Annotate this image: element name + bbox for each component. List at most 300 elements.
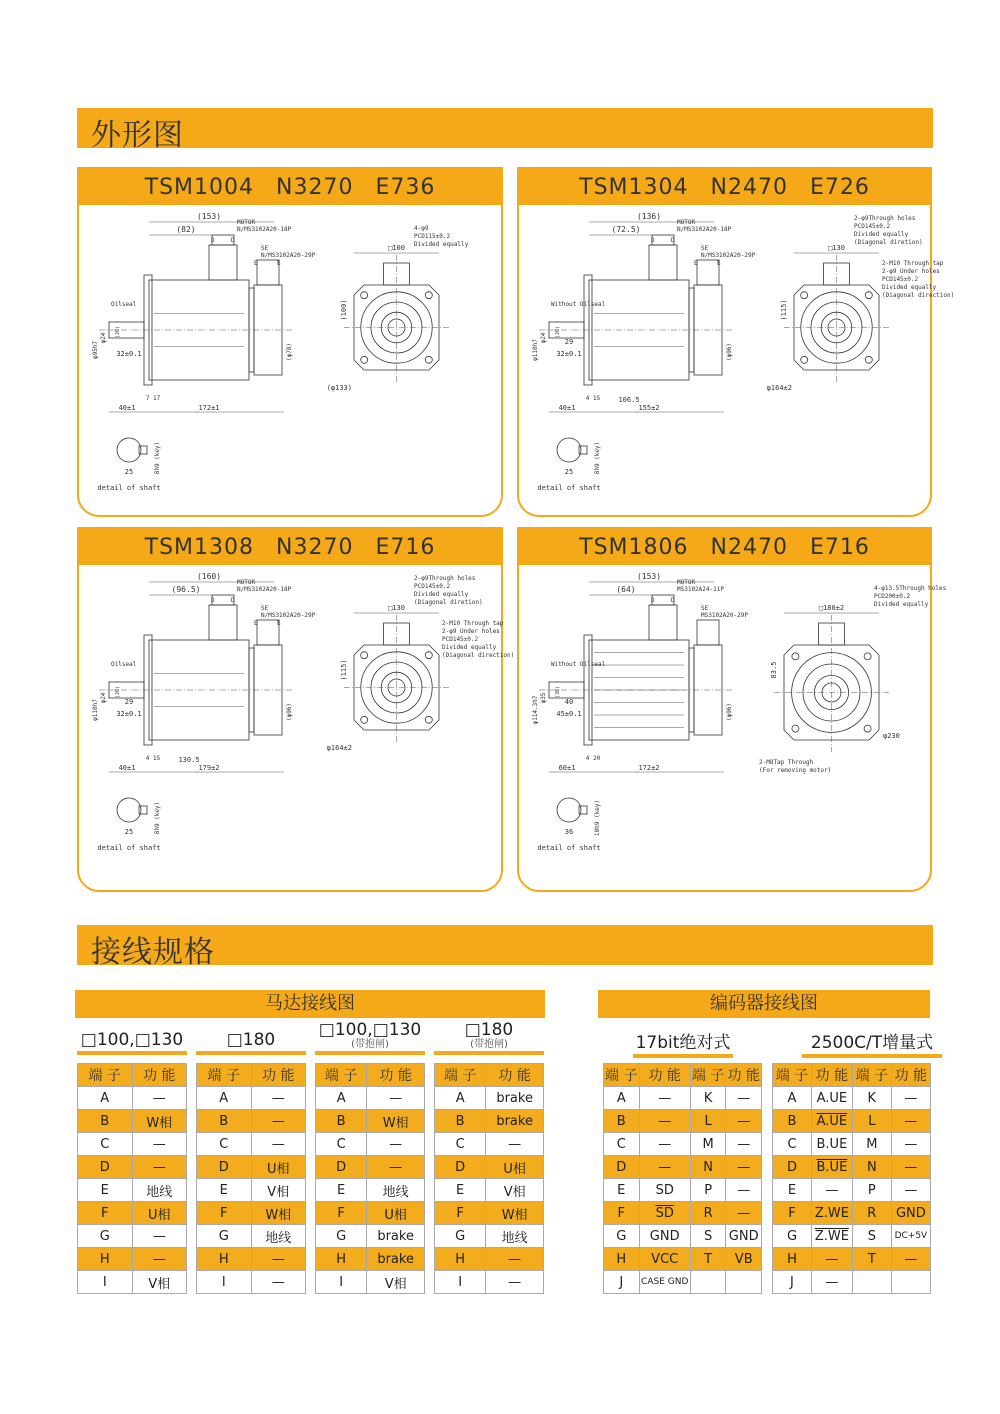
table-cell: R [852,1202,891,1225]
side-view [532,572,748,772]
encoder-connector [697,260,719,285]
dimension-label: PCD145±0.2 [854,223,891,230]
table-row [197,1156,306,1179]
table-row [773,1179,931,1202]
table-row [78,1179,187,1202]
table-cell: — [891,1133,930,1156]
dimension-label: Divided equally [854,231,909,238]
encoder-wiring-title: 编码器接线图 [598,990,930,1018]
outline-section-header [77,108,933,153]
dimension-label: PCD200±0.2 [874,593,911,600]
shaft-detail [97,798,161,852]
table-cell: F [604,1202,640,1225]
table-cell: B [78,1110,133,1133]
dimension-label: (20) [555,325,561,339]
motor-wiring-table [196,1063,306,1294]
wiring-section-header [77,925,933,970]
table-cell: A.UE [811,1087,852,1110]
table-cell: D [604,1156,640,1179]
dimension-label: (96.5) [171,585,201,594]
table-cell: — [726,1110,762,1133]
dimension-label: 25 [124,468,134,476]
motor-wiring-title: 马达接线图 [75,990,545,1018]
column-header: 端 子 [435,1064,486,1087]
key [139,446,147,454]
bolt-hole [425,356,432,363]
table-cell: H [197,1248,252,1271]
table-row [316,1110,425,1133]
dimension-label: (φ96) [726,342,733,362]
table-cell: C [78,1133,133,1156]
dimension-label: (115) [780,299,788,321]
dimension-label: D [211,597,215,604]
table-cell: W相 [132,1110,187,1133]
table-cell: H [316,1248,367,1271]
motor-connector [209,605,237,640]
dimension-label: φ110h7 [92,699,99,721]
dimension-label: detail of shaft [537,484,601,492]
section-title: 接线规格 [91,935,215,970]
dimension-label: φ164±2 [766,384,792,392]
dimension-label: Divided equally [442,644,497,651]
table-cell: R [690,1202,726,1225]
table-row [78,1225,187,1248]
motor-connector [649,245,677,280]
table-cell: G [604,1225,640,1248]
table-row [604,1110,762,1133]
side-view [92,572,316,772]
table-cell: T [852,1248,891,1271]
dimension-label: D [231,237,235,244]
bolt-hole [801,292,808,299]
table-cell: — [486,1248,544,1271]
table-cell: — [132,1156,187,1179]
dimension-label: (160) [196,572,222,581]
table-cell: — [891,1248,930,1271]
dimension-label: Divided equally [882,284,937,291]
dimension-label: 29 [564,338,574,346]
table-cell: I [316,1271,367,1294]
dimension-label: MOTOR [677,579,696,586]
table-cell: P [690,1179,726,1202]
table-cell: V相 [367,1271,425,1294]
table-cell: G [435,1225,486,1248]
table-cell: — [132,1248,187,1271]
table-cell: DC+5V [891,1225,930,1248]
table-cell: — [132,1225,187,1248]
table-cell: A [316,1087,367,1110]
table-row [435,1156,544,1179]
table-row [773,1225,931,1248]
dimension-label: MS3102A24-11P [677,586,724,593]
dimension-label: 36 [564,828,574,836]
dimension-label: Without Oilseal [551,301,606,308]
heading-text: □100,□130 [318,1020,422,1040]
table-row [78,1156,187,1179]
table-row [604,1179,762,1202]
table-cell: 地线 [251,1225,306,1248]
encoder-connector [697,620,719,645]
table-row [316,1225,425,1248]
table-row [773,1202,931,1225]
column-header: 功 能 [486,1064,544,1087]
table-row [435,1202,544,1225]
bolt-hole [361,292,368,299]
motor-wiring-table [315,1063,425,1294]
dimension-label: N/MS3102A20-18P [677,226,732,233]
side-view [92,212,316,412]
dimension-label: φ35 [540,692,547,704]
table-cell: CASE GND [639,1271,690,1294]
table-cell [852,1271,891,1294]
table-cell: H [773,1248,812,1271]
bolt-hole [865,292,872,299]
column-header: 功 能 [251,1064,306,1087]
table-cell: K [852,1087,891,1110]
section-title: 外形图 [91,118,184,153]
table-cell: F [78,1202,133,1225]
dimension-label: φ114.3h7 [532,695,539,725]
table-cell: — [811,1271,852,1294]
table-row [604,1271,762,1294]
dimension-label: (Diagonal direction) [882,292,955,299]
dimension-label: 4 20 [585,755,601,762]
shaft-detail [537,438,601,492]
table-cell: — [132,1133,187,1156]
table-row [316,1156,425,1179]
table-cell: P [852,1179,891,1202]
table-cell: — [367,1133,425,1156]
table-row [78,1087,187,1110]
dimension-label: 40±1 [118,764,136,772]
table-row [773,1248,931,1271]
dimension-label: 8h9 (key) [154,441,161,475]
dimension-label: 45±0.1 [556,710,582,718]
dimension-label: N/MS3102A20-18P [237,586,292,593]
column-header: 功 能 [811,1064,852,1087]
column-header: 功 能 [891,1064,930,1087]
dimension-label: 8h9 (key) [594,441,601,475]
table-row [78,1248,187,1271]
dimension-label: D [651,597,655,604]
dimension-label: 8h9 (key) [154,801,161,835]
shaft-detail [97,438,161,492]
table-row [197,1248,306,1271]
dimension-label: φ110h7 [532,339,539,361]
table-cell: C [197,1133,252,1156]
encoder-wiring-table [603,1063,762,1294]
table-cell: — [367,1087,425,1110]
column-header: 端 子 [78,1064,133,1087]
table-cell: D [316,1156,367,1179]
front-view [759,585,947,774]
table-row [197,1225,306,1248]
shaft-section [557,798,581,822]
table-cell: D [78,1156,133,1179]
dimension-label: E [254,260,258,267]
bolt-hole [425,292,432,299]
dimension-label: 2-φ9 Under holes [442,628,500,635]
table-cell: — [251,1271,306,1294]
table-cell: L [690,1110,726,1133]
dimension-label: φ24 [100,332,107,344]
dimension-label: D [651,237,655,244]
motor-connector [649,605,677,640]
table-cell: 地线 [132,1179,187,1202]
encoder-wiring-table [772,1063,931,1294]
front-view [327,575,515,752]
shaft-detail [537,798,601,852]
shaft-section [117,798,141,822]
motor-table-heading [77,1030,187,1055]
table-cell: T [690,1248,726,1271]
table-cell: — [726,1156,762,1179]
dimension-label: □130 [828,244,845,252]
table-row [773,1271,931,1294]
dimension-label: Oilseal [111,301,137,308]
dimension-label: (20) [115,325,121,339]
table-cell: VCC [639,1248,690,1271]
dimension-label: detail of shaft [97,844,161,852]
dimension-label: 25 [124,828,134,836]
table-cell: D [197,1156,252,1179]
dimension-label: 7 17 [145,395,161,402]
table-cell: I [435,1271,486,1294]
table-cell [726,1271,762,1294]
dimension-label: 2-φ9Through holes [414,575,476,582]
drawing-panel [77,527,515,892]
column-header: 端 子 [690,1064,726,1087]
table-cell: — [891,1110,930,1133]
dimension-label: (82) [176,225,196,234]
motor-table-heading [315,1020,425,1055]
table-row [78,1271,187,1294]
bolt-hole [361,356,368,363]
table-row [773,1110,931,1133]
table-cell: A.UE [811,1110,852,1133]
dimension-label: E [254,620,258,627]
dimension-label: 130.5 [178,756,200,764]
dimension-label: (φ78) [286,342,293,362]
table-cell: F [773,1202,812,1225]
table-cell: V相 [486,1179,544,1202]
table-cell: — [726,1087,762,1110]
dimension-label: (153) [636,572,662,581]
dimension-label: 4 15 [145,755,161,762]
table-row [435,1271,544,1294]
dimension-label: 32±0.1 [116,350,142,358]
table-cell: W相 [251,1202,306,1225]
column-header: 端 子 [604,1064,640,1087]
drawing-panel [517,527,947,892]
table-cell: GND [639,1225,690,1248]
dimension-label: 10h9 (key) [594,799,601,837]
table-row [435,1133,544,1156]
bolt-hole [792,725,799,732]
table-row [604,1225,762,1248]
panel-title: TSM1304 N2470 E726 [519,169,930,205]
table-cell: — [891,1087,930,1110]
table-cell: GND [891,1202,930,1225]
dimension-label: (φ133) [326,384,352,392]
table-row [316,1202,425,1225]
table-cell: brake [486,1087,544,1110]
table-cell: G [78,1225,133,1248]
dimension-label: 179±2 [198,764,220,772]
dimension-label: (72.5) [611,225,641,234]
dimension-label: SE [701,245,709,252]
table-cell: — [891,1179,930,1202]
dimension-label: φ24 [540,332,547,344]
dimension-label: (20) [115,685,121,699]
table-cell: F [197,1202,252,1225]
table-row [773,1087,931,1110]
dimension-label: E [277,620,281,627]
table-row [78,1133,187,1156]
table-cell: A [197,1087,252,1110]
table-cell: U相 [132,1202,187,1225]
table-cell: H [78,1248,133,1271]
table-row [316,1248,425,1271]
dimension-label: (30) [555,685,561,699]
dimension-label: D [671,237,675,244]
dimension-label: PCD145±0.2 [414,583,451,590]
drawing-panel [77,167,503,517]
table-row [435,1179,544,1202]
heading-text: □180 [464,1020,514,1040]
table-cell: — [811,1248,852,1271]
table-cell: E [773,1179,812,1202]
table-cell: D [773,1156,812,1179]
dimension-label: E [277,260,281,267]
table-cell: — [251,1248,306,1271]
table-cell: E [78,1179,133,1202]
bolt-hole [792,653,799,660]
motor-drawing [79,205,501,515]
table-cell: — [639,1110,690,1133]
table-cell: B [197,1110,252,1133]
table-cell: C [435,1133,486,1156]
motor-table-heading [196,1030,306,1055]
table-cell: C [316,1133,367,1156]
dimension-label: (φ96) [286,702,293,722]
bolt-hole [425,652,432,659]
dimension-label: (64) [616,585,636,594]
table-row [197,1202,306,1225]
table-cell: 地线 [486,1225,544,1248]
panel-title: TSM1806 N2470 E716 [519,529,930,565]
table-cell: M [852,1133,891,1156]
table-cell: G [316,1225,367,1248]
key [139,806,147,814]
table-row [435,1225,544,1248]
table-cell: F [435,1202,486,1225]
table-cell [690,1271,726,1294]
dimension-label: D [671,597,675,604]
table-cell: H [604,1248,640,1271]
table-cell: E [604,1179,640,1202]
dimension-label: 2-M10 Through tap [442,620,504,627]
dimension-label: SE [261,245,269,252]
motor-wiring-table [434,1063,544,1294]
dimension-label: 32±0.1 [116,710,142,718]
table-cell: F [316,1202,367,1225]
dimension-label: (115) [340,659,348,681]
dimension-label: (100) [340,299,348,321]
table-row [604,1087,762,1110]
dimension-label: 40±1 [118,404,136,412]
dimension-label: φ95h7 [92,340,99,360]
dimension-label: (Diagonal direction) [442,652,515,659]
dimension-label: 83.5 [770,661,778,679]
table-cell: — [367,1156,425,1179]
column-header: 功 能 [367,1064,425,1087]
table-cell: A [435,1087,486,1110]
dimension-label: φ24 [100,692,107,704]
bolt-hole [801,356,808,363]
table-cell: U相 [367,1202,425,1225]
dimension-label: Divided equally [414,591,469,598]
bolt-hole [864,653,871,660]
table-cell: — [639,1133,690,1156]
table-cell: — [251,1110,306,1133]
table-cell: — [726,1202,762,1225]
key [579,446,587,454]
dimension-label: 60±1 [558,764,576,772]
table-row [197,1179,306,1202]
front-view [767,215,955,392]
table-row [435,1248,544,1271]
bolt-hole [425,716,432,723]
table-cell: A [604,1087,640,1110]
table-cell: — [891,1156,930,1179]
table-row [316,1271,425,1294]
dimension-label: 32±0.1 [556,350,582,358]
table-row [78,1110,187,1133]
table-row [316,1087,425,1110]
table-cell: C [773,1133,812,1156]
table-cell: 地线 [367,1179,425,1202]
dimension-label: (Diagonal diretion) [414,599,483,606]
table-row [773,1156,931,1179]
table-cell: — [251,1133,306,1156]
column-header: 功 能 [132,1064,187,1087]
dimension-label: N/MS3102A20-18P [237,226,292,233]
table-cell: B [773,1110,812,1133]
bolt-hole [864,725,871,732]
dimension-label: MOTOR [237,219,256,226]
table-cell: B [316,1110,367,1133]
table-cell: V相 [251,1179,306,1202]
motor-wiring-table [77,1063,187,1294]
table-cell: — [639,1156,690,1179]
dimension-label: Divided equally [874,601,929,608]
table-row [435,1110,544,1133]
table-cell: S [690,1225,726,1248]
heading-text: □180 [226,1030,276,1050]
table-cell: E [435,1179,486,1202]
table-cell: Z.WE [811,1202,852,1225]
table-cell: B.UE [811,1156,852,1179]
dimension-label: detail of shaft [97,484,161,492]
panel-title: TSM1308 N3270 E716 [79,529,501,565]
table-cell: C [604,1133,640,1156]
table-cell: brake [486,1110,544,1133]
table-cell: J [604,1271,640,1294]
table-cell: — [726,1179,762,1202]
table-cell [891,1271,930,1294]
table-cell: H [435,1248,486,1271]
